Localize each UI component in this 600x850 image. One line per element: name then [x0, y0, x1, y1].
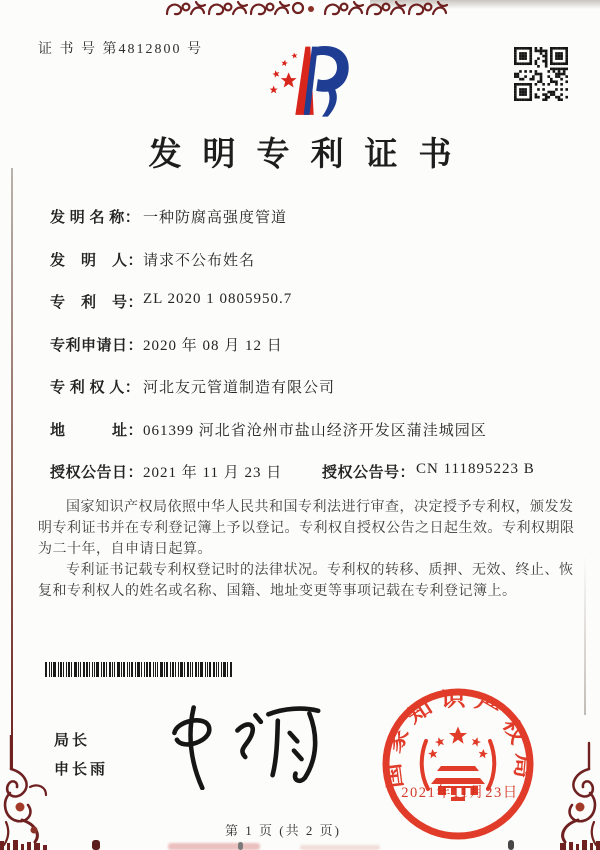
bottom-edge-mark: [92, 840, 100, 850]
field-label: 发 明 名 称：: [50, 210, 141, 226]
field-row-filing-date: [50, 334, 585, 356]
corner-flourish-left-icon: [0, 735, 52, 850]
paper-fold-line-left: [11, 168, 13, 770]
field-label: 专 利 权 人：: [50, 380, 141, 396]
page-number: 第 1 页 (共 2 页): [225, 823, 341, 838]
barcode-icon: [45, 662, 235, 677]
field-row-patent-number: [50, 291, 585, 313]
field-value: 2020 年 08 月 12 日: [143, 338, 283, 354]
field-label: 授权公告日：: [50, 465, 144, 481]
field-value: 请求不公布姓名: [143, 253, 256, 269]
legal-paragraph-1: 国家知识产权局依照中华人民共和国专利法进行审查，决定授予专利权，颁发发明专利证书并在专利登记簿上予以登记。专利权自授权公告之日起生效。专利权期限为二十年，自申请日起算。: [38, 500, 575, 557]
field-row-address: [50, 419, 585, 441]
cnipa-official-seal-icon: [380, 686, 536, 842]
director-title: 局长: [54, 732, 91, 749]
qr-code-icon: [514, 47, 568, 101]
field-value: CN 111895223 B: [416, 461, 535, 477]
certificate-number: 证 书 号 第4812800 号: [38, 42, 203, 57]
legal-text-block: [38, 497, 576, 602]
field-label: 专利申请日：: [50, 338, 144, 354]
field-value: 2021 年 11 月 23 日: [143, 465, 283, 481]
bottom-edge-smudge: [168, 843, 260, 850]
seal-date-stamp: 2021年11月23日: [401, 785, 519, 801]
field-label: 发 明 人：: [50, 253, 144, 269]
seal-agency-text: 国家知识产权局: [382, 688, 535, 790]
field-value: 河北友元管道制造有限公司: [143, 380, 336, 396]
paper-fold-line-right: [584, 555, 586, 715]
field-row-invention-name: [50, 206, 585, 228]
field-row-inventor: [50, 249, 585, 271]
director-name: 申长雨: [54, 761, 109, 778]
corner-flourish-right-icon: [548, 735, 600, 850]
bottom-edge-smudge: [300, 845, 380, 850]
signer-block: [54, 729, 108, 779]
legal-paragraph-2: 专利证书记载专利权登记时的法律状况。专利权的转移、质押、无效、终止、恢复和专利权人的姓名或名称、国籍、地址变更等事项记载在专利登记簿上。: [38, 563, 574, 599]
document-title: 发明专利证书: [148, 137, 473, 173]
field-value: ZL 2020 1 0805950.7: [143, 291, 293, 307]
field-value: 061399 河北省沧州市盐山经济开发区蒲洼城园区: [143, 423, 487, 439]
field-label: 授权公告号：: [322, 465, 416, 481]
field-row-grant-date: [50, 461, 585, 483]
field-row-patentee: [50, 376, 585, 398]
top-border-ornament-icon: [165, 0, 457, 17]
bottom-edge-mark: [238, 842, 243, 850]
director-signature-icon: [158, 688, 333, 790]
field-label: 地 址：: [50, 423, 144, 439]
field-label: 专 利 号：: [50, 295, 144, 311]
cnipa-patent-logo-icon: [252, 36, 352, 128]
field-value: 一种防腐高强度管道: [143, 210, 288, 226]
